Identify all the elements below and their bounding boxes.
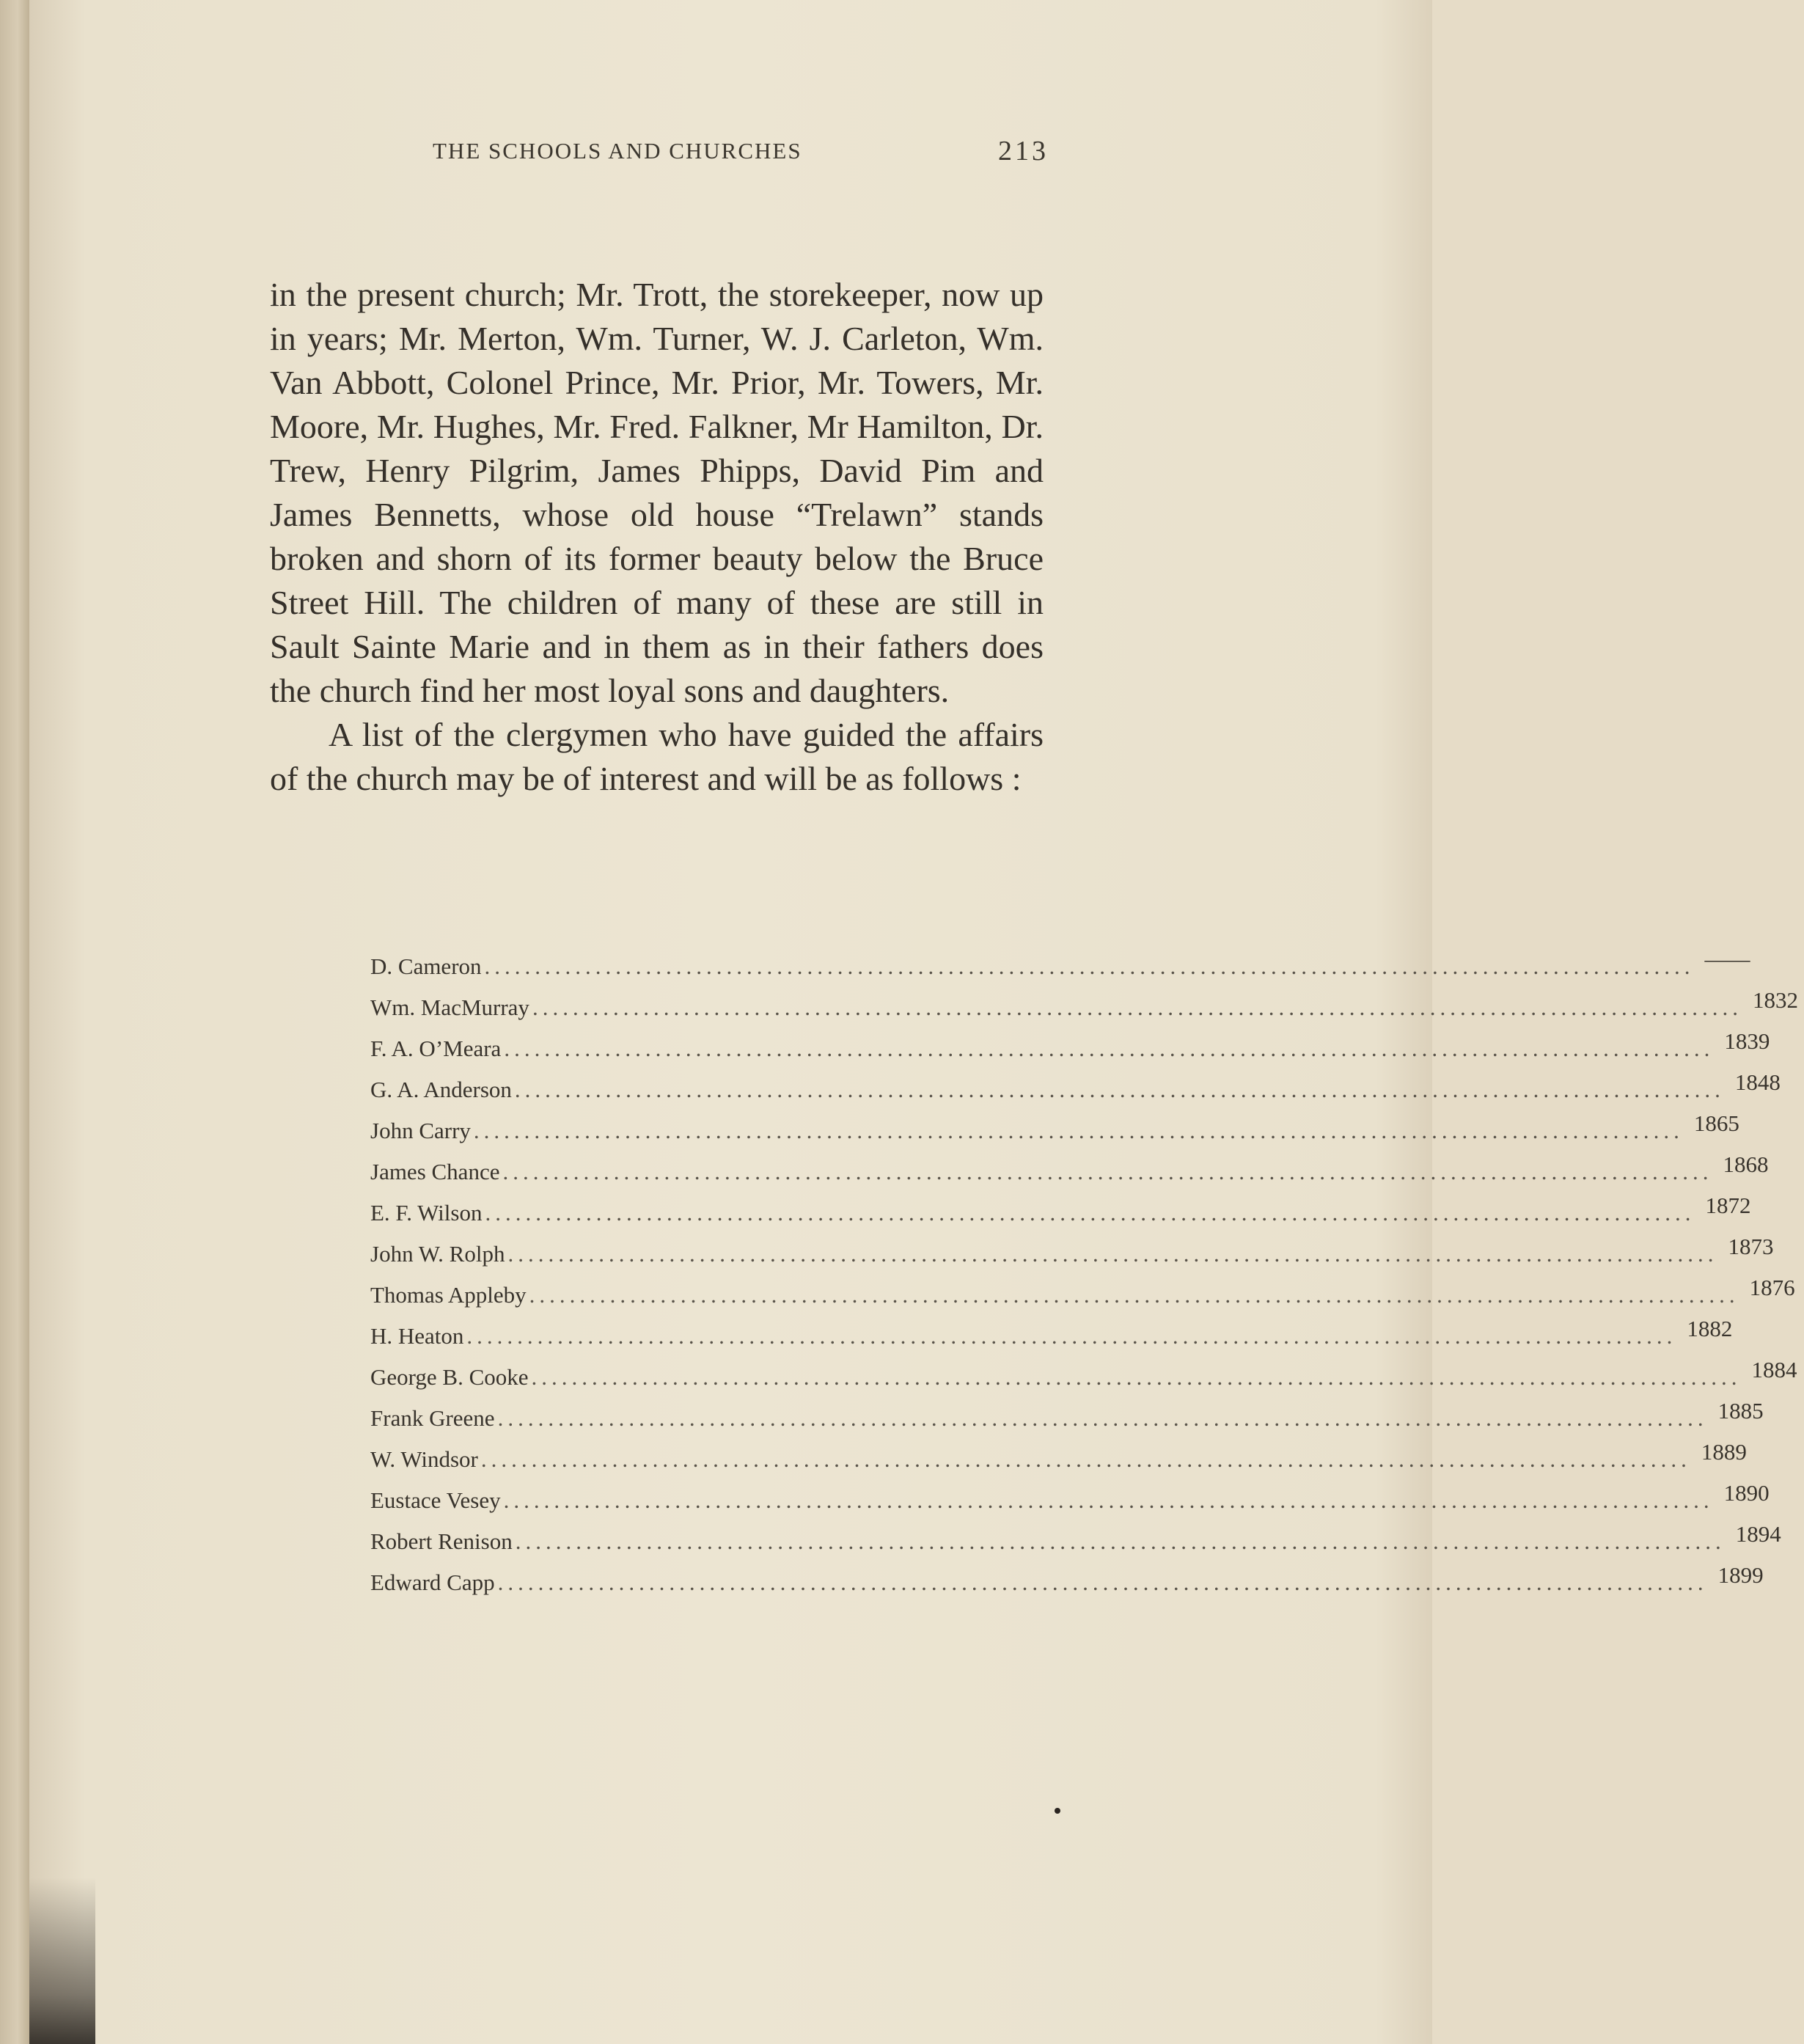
clergy-year: 1889 [1701,1439,1747,1465]
paragraph: A list of the clergymen who have guided the affairs of the church may be of interest and will be as follows : [270,716,1044,797]
leader-dots: ........................................................................................................................ [504,1036,1715,1061]
clergy-name: Thomas Appleby [370,1282,527,1308]
clergy-year: 1894 [1735,1521,1781,1547]
leader-dots: ........................................................................................................................ [485,1200,1695,1226]
clergy-name: Edward Capp [370,1569,495,1595]
ink-speck [1055,1808,1060,1814]
list-item [370,1521,1781,1569]
list-item [370,1028,1770,1077]
clergy-name: D. Cameron [370,953,482,979]
clergy-year: 1832 [1752,987,1798,1013]
list-item [370,946,1750,994]
clergy-name: H. Heaton [370,1323,464,1349]
clergy-year: 1868 [1723,1151,1769,1177]
leader-dots: ........................................................................................................................ [515,1528,1726,1554]
list-item [370,1151,1769,1200]
leader-dots: ........................................................................................................................ [497,1405,1708,1431]
leader-dots: ........................................................................................................................ [484,953,1695,979]
list-item [370,1357,1797,1405]
clergy-year: 1848 [1734,1069,1781,1095]
leader-dots: ........................................................................................................................ [466,1323,1677,1349]
clergy-year: 1865 [1693,1110,1739,1136]
clergy-year: —— [1704,946,1750,972]
leader-dots: ........................................................................................................................ [532,994,1742,1020]
clergy-name: F. A. O’Meara [370,1036,502,1061]
clergy-year: 1876 [1749,1275,1795,1300]
list-item [370,987,1798,1036]
clergy-name: John Carry [370,1118,471,1143]
leader-dots: ........................................................................................................................ [514,1077,1725,1102]
clergy-name: George B. Cooke [370,1364,529,1390]
leader-dots: ........................................................................................................................ [497,1569,1708,1595]
list-item [370,1562,1764,1611]
clergy-year: 1882 [1687,1316,1733,1341]
list-item [370,1234,1774,1282]
binding-shadow [29,1878,95,2044]
body-text [270,273,1044,801]
page-number: 213 [998,136,1049,166]
clergy-year: 1839 [1724,1028,1770,1054]
clergy-year: 1890 [1723,1480,1770,1506]
list-item [370,1439,1747,1487]
clergy-name: Frank Greene [370,1405,495,1431]
book-binding [0,0,29,2044]
clergy-list [370,946,1798,1611]
leader-dots: ........................................................................................................................ [531,1364,1742,1390]
list-item [370,1069,1781,1118]
list-item [370,1480,1770,1528]
list-item [370,1275,1795,1323]
clergy-name: G. A. Anderson [370,1077,512,1102]
leader-dots: ........................................................................................................................ [473,1118,1684,1143]
list-item [370,1316,1733,1364]
clergy-year: 1884 [1751,1357,1797,1382]
clergy-name: Eustace Vesey [370,1487,501,1513]
clergy-name: E. F. Wilson [370,1200,483,1226]
leader-dots: ........................................................................................................................ [480,1446,1691,1472]
clergy-year: 1872 [1705,1193,1751,1218]
running-title: THE SCHOOLS AND CHURCHES [433,138,802,164]
clergy-name: James Chance [370,1159,500,1184]
list-item [370,1110,1739,1159]
clergy-year: 1873 [1728,1234,1774,1259]
clergy-name: W. Windsor [370,1446,478,1472]
leader-dots: ........................................................................................................................ [503,1487,1714,1513]
list-item [370,1193,1751,1241]
clergy-year: 1899 [1717,1562,1764,1588]
clergy-year: 1885 [1717,1398,1764,1424]
clergy-name: Robert Renison [370,1528,513,1554]
running-head [433,135,1049,167]
paragraph: in the present church; Mr. Trott, the storekeeper, now up in years; Mr. Merton, Wm. Turner, W. J. Carleton, Wm. Van Abbott, Colonel Prince, Mr. Prior, Mr. Towers, Mr. Moore, Mr. Hughes, Mr. Fred. Falkner, Mr Hamilton, Dr. Trew, Henry Pilgrim, James Phipps, David Pim and James Bennetts, whose old house “Trelawn” stands broken and shorn of its former beauty below the Bruce Street Hill. The children of many of these are still in Sault Sainte Marie and in them as in their fathers does the church find her most loyal sons and daughters. [270,276,1044,709]
leader-dots: ........................................................................................................................ [507,1241,1718,1267]
clergy-name: John W. Rolph [370,1241,505,1267]
leader-dots: ........................................................................................................................ [529,1282,1739,1308]
clergy-name: Wm. MacMurray [370,994,529,1020]
leader-dots: ........................................................................................................................ [502,1159,1713,1184]
list-item [370,1398,1764,1446]
